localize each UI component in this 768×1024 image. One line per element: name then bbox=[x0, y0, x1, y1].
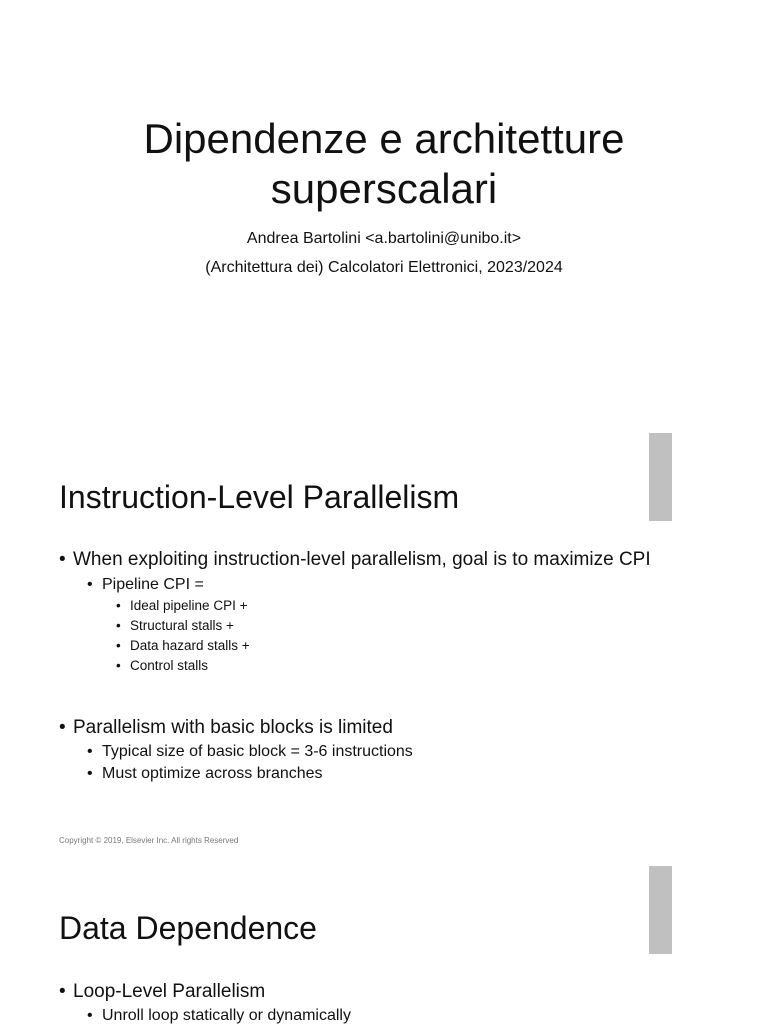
accent-bar bbox=[649, 866, 672, 954]
title-line-1: Dipendenze e architetture bbox=[143, 115, 625, 162]
presentation-title bbox=[0, 114, 768, 214]
bullet-level-1: • When exploiting instruction-level parallelism, goal is to maximize CPI bbox=[59, 549, 651, 571]
bullet-level-3: • Ideal pipeline CPI + bbox=[59, 598, 651, 613]
slide-data-dependence bbox=[0, 866, 768, 1024]
bullet-level-2: • Must optimize across branches bbox=[59, 765, 413, 783]
bullet-level-2: • Unroll loop statically or dynamically bbox=[59, 1007, 351, 1024]
copyright-notice: Copyright © 2019, Elsevier Inc. All rights Reserved bbox=[59, 836, 239, 845]
slide-instruction-level-parallelism bbox=[0, 433, 768, 866]
bullet-list bbox=[59, 981, 351, 1024]
accent-bar bbox=[649, 433, 672, 521]
bullet-level-1: • Loop-Level Parallelism bbox=[59, 981, 351, 1003]
bullet-level-3: • Structural stalls + bbox=[59, 618, 651, 633]
bullet-level-3: • Control stalls bbox=[59, 658, 651, 673]
bullet-list bbox=[59, 717, 413, 783]
bullet-level-3: • Data hazard stalls + bbox=[59, 638, 651, 653]
title-slide bbox=[0, 0, 768, 430]
author-line: Andrea Bartolini <a.bartolini@unibo.it> bbox=[246, 230, 522, 247]
bullet-level-2: • Pipeline CPI = bbox=[59, 576, 651, 594]
course-line: (Architettura dei) Calcolatori Elettronici, 2023/2024 bbox=[205, 259, 563, 276]
bullet-level-1: • Parallelism with basic blocks is limited bbox=[59, 717, 413, 739]
bullet-list bbox=[59, 549, 651, 673]
bullet-level-2: • Typical size of basic block = 3-6 instructions bbox=[59, 743, 413, 761]
slide-title: Instruction-Level Parallelism bbox=[59, 479, 460, 515]
title-line-2: superscalari bbox=[270, 165, 498, 212]
slide-title: Data Dependence bbox=[59, 910, 317, 946]
